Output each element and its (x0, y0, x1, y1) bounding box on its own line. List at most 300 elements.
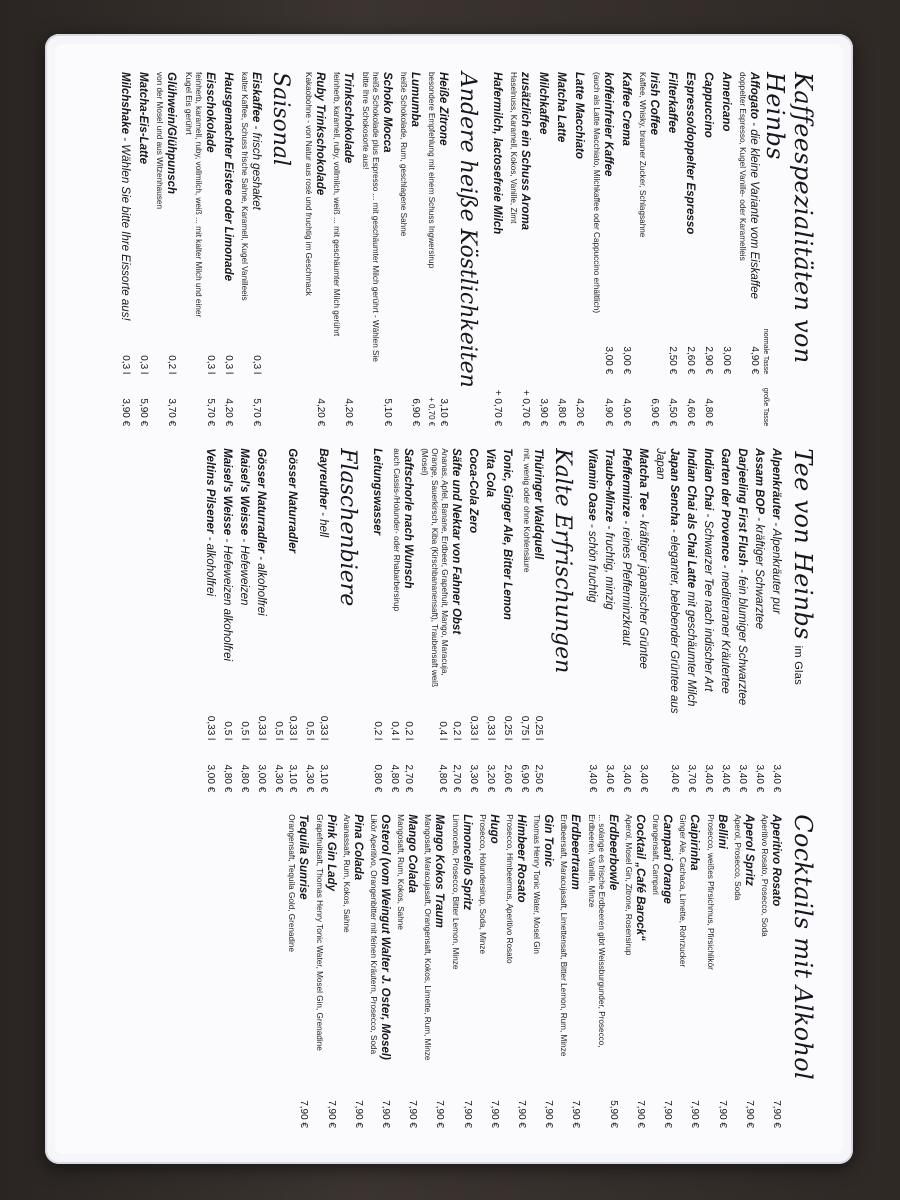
item-price: 6,90 € (409, 398, 421, 427)
item-sizes (387, 706, 415, 740)
item-text (650, 814, 674, 1076)
item-text (735, 448, 749, 740)
item-desc: auch Cassis-/Holunder- oder Rhabarbersirup (392, 448, 402, 612)
price-normal: 3,00 € (602, 346, 614, 375)
item-price: 7,90 € (771, 1100, 782, 1128)
item-name (601, 72, 615, 322)
item-price: 3,40 € (754, 764, 765, 793)
item-prices (203, 740, 217, 792)
item-name-text: Traube-Minze (603, 448, 615, 523)
item-price: 3,40 € (587, 764, 598, 793)
item-text (677, 814, 701, 1076)
item-size: 0,3 l (222, 355, 234, 375)
item-name (585, 448, 599, 740)
item-name-text: Pina Colada (351, 814, 364, 881)
laminated-menu-sheet (45, 34, 853, 1164)
item-price: 5,10 € (381, 398, 393, 427)
list-item (118, 72, 132, 426)
list-item (737, 72, 761, 426)
price-normal: 3,00 € (720, 346, 732, 375)
item-desc: Ginger Ale, Cachaca, Limette, Rohrzucker (678, 814, 688, 968)
item-prices (500, 740, 514, 792)
item-price: 3,10 € (438, 398, 450, 427)
item-price: 3,70 € (166, 398, 178, 427)
item-name-text: Himbeer Rosato (514, 814, 527, 903)
item-name (466, 448, 480, 706)
list-item (449, 814, 473, 1128)
item-text (239, 72, 263, 340)
price-gross: 4,50 € (666, 398, 678, 427)
item-text (704, 814, 728, 1076)
list-item (653, 448, 681, 792)
item-price: 3,90 € (120, 398, 132, 427)
item-text (136, 72, 150, 340)
item-name-text: Irish Coffee (647, 72, 660, 136)
item-desc: Orangensaft, Campari (651, 814, 661, 895)
item-desc: Grapefruitsaft, Thomas Henry Tonic Water, Mosel Gin, Grenadine (314, 814, 324, 1051)
item-text (466, 448, 480, 706)
list-item (531, 814, 555, 1128)
item-name-text: Matcha Latte (555, 72, 568, 143)
item-name (602, 448, 616, 740)
item-sizes (483, 706, 497, 740)
item-name (769, 814, 783, 1076)
item-price: 7,90 € (352, 1100, 364, 1128)
item-text (623, 814, 647, 1076)
list-item (665, 72, 679, 426)
item-price: 3,40 € (737, 764, 748, 793)
list-item (704, 814, 728, 1128)
item-name-text: Leitungswasser (371, 448, 384, 536)
item-name (747, 72, 761, 322)
item-price: 7,90 € (434, 1100, 446, 1128)
price-normal: 2,60 € (684, 346, 696, 375)
item-name (606, 814, 620, 1076)
item-text (637, 72, 661, 322)
item-name (351, 814, 365, 1076)
item-prices (466, 740, 480, 792)
item-text (359, 72, 393, 374)
list-item (220, 448, 234, 792)
item-name-text: Glühwein/Glühpunsch (165, 72, 178, 195)
item-price: 7,90 € (379, 1100, 391, 1128)
list-item (719, 72, 733, 426)
item-size: 0,2 l (403, 721, 415, 741)
item-size: 0,25 l (533, 715, 544, 741)
item-price: 4,80 € (389, 764, 401, 793)
item-text (718, 448, 732, 740)
item-size: 0,33 l (485, 715, 496, 741)
item-name-text: Espresso/doppelter Espresso (683, 72, 696, 235)
list-item (504, 814, 528, 1128)
item-size: 0,3 l (204, 355, 216, 375)
item-text (395, 814, 419, 1076)
item-text (737, 72, 761, 322)
price-normal: 3,00 € (620, 346, 632, 375)
item-text (483, 448, 497, 706)
item-text (732, 814, 756, 1076)
item-desc: Prosecco, weißes Pfirsichmus, Pfirsichlikör (705, 814, 715, 970)
list-item (154, 72, 178, 426)
item-name (687, 814, 701, 1076)
item-price: 7,90 € (543, 1100, 555, 1128)
list-item (221, 72, 235, 426)
item-desc: Ananassaft, Rum, Kokos, Sahne (341, 814, 351, 933)
item-name-text: Filterkaffee (665, 72, 678, 134)
saisonal-list (118, 72, 263, 426)
item-price: 7,90 € (461, 1100, 473, 1128)
item-name-text: Erdbeerbowle (606, 814, 619, 891)
item-name-text: Indian Chai als Chai Latte (685, 448, 697, 589)
item-name (285, 448, 299, 706)
item-text (331, 72, 355, 374)
menu-content (55, 44, 843, 1154)
item-price-col (408, 374, 422, 426)
item-size: 0,33 l (318, 715, 330, 741)
item-name-extra: - schön fruchtig (586, 520, 598, 603)
item-desc: kalter Kaffee, Schuss frische Sahne, Karamell, Kugel Vanilleeis (239, 72, 249, 301)
item-text (752, 448, 766, 740)
item-name (220, 448, 234, 706)
item-prices (220, 740, 234, 792)
item-desc: Aperitivo Rosato, Prosecco, Soda (760, 814, 769, 937)
item-name (683, 72, 697, 322)
item-desc: feinherb, karamell, ruby, vollmilch, weiß ... mit kalter Milch und einer Kugel Eis gerührt (183, 72, 203, 318)
list-item (701, 72, 715, 426)
item-prices (435, 740, 463, 792)
item-text (653, 448, 681, 740)
item-name-text: Maisel's Weisse (238, 448, 251, 536)
item-price-col (313, 374, 327, 426)
list-item (395, 814, 419, 1128)
price-gross: 4,60 € (684, 398, 696, 427)
item-name-text: Pfefferminze (620, 448, 632, 518)
item-name-text: Säfte und Nektar von Fahner Obst (450, 448, 462, 635)
item-name (436, 72, 450, 374)
item-name-text: Lumumba (408, 72, 421, 127)
menu-column-1 (73, 72, 817, 426)
item-name-text: Schoko Mocca (380, 72, 393, 153)
item-prices (483, 740, 497, 792)
menu-column-2 (73, 448, 817, 792)
item-text (504, 814, 528, 1076)
list-item (313, 814, 337, 1128)
list-item (732, 814, 756, 1128)
item-name-text: Mango Colada (406, 814, 419, 893)
list-item (508, 72, 532, 426)
tee-subtitle: im Glas (792, 645, 804, 686)
item-name-extra: - eleganter, belebender Grüntee aus Japan (654, 448, 680, 714)
item-name-text: Cocktail „Café Barock“ (633, 814, 646, 941)
item-text (341, 814, 365, 1076)
list-item (718, 448, 732, 792)
item-sizes (466, 706, 480, 740)
item-text (769, 448, 783, 740)
item-size: 0,2 l (451, 721, 462, 741)
item-price: 4,20 € (315, 398, 327, 427)
list-item (483, 448, 497, 792)
item-name-text: Trinkschokolade (342, 72, 355, 164)
list-item (554, 72, 568, 426)
list-item (558, 814, 582, 1128)
item-price: 3,40 € (604, 764, 615, 793)
item-prices (370, 740, 384, 792)
kaffee-list (490, 72, 761, 426)
price-gross: 3,90 € (538, 398, 550, 427)
item-price: 4,30 € (273, 764, 285, 793)
col-header-gross: große Tasse (762, 387, 769, 427)
list-item (286, 814, 310, 1128)
item-name (653, 448, 681, 740)
item-desc: Prosecco, Himbeermus, Aperitivo Rosato (504, 814, 514, 964)
item-price: 3,10 € (318, 764, 330, 793)
item-name (449, 448, 463, 706)
item-price: 7,90 € (743, 1100, 755, 1128)
item-name (665, 72, 679, 322)
item-name (221, 72, 235, 340)
item-name-text: Gösser Naturradler (286, 448, 299, 554)
item-text (701, 448, 715, 740)
item-name (313, 72, 327, 374)
item-desc: heiße Schokolade plus Espresso ... mit geschäumter Milch gerührt - Wählen Sie bitte Ihre Schokosorte aus! (360, 72, 380, 362)
item-desc: Aperol, Mosel Gin, Zitrone, Rosensirup (623, 814, 633, 956)
item-text (590, 72, 614, 322)
item-desc: Limoncello, Prosecco, Bitter Lemon, Minze (450, 814, 460, 970)
item-text (719, 72, 733, 322)
item-name-text: Saftschorle nach Wunsch (402, 448, 415, 589)
item-text (500, 448, 514, 706)
item-price: 2,70 € (451, 764, 462, 793)
item-text (313, 814, 337, 1076)
item-name (324, 814, 338, 1076)
item-name-extra: - Hefeweizen alkoholfrei (221, 535, 234, 662)
item-desc: ... solange es frische Erdbeeren gibt Weissburgunder, Prosecco, Erdbeeren, Vanille, Minze (586, 814, 606, 1048)
item-price: 2,70 € (403, 764, 415, 793)
item-name-text: Campari Orange (661, 814, 674, 904)
price-gross: + 0,70 € (492, 389, 504, 427)
item-desc: besondere Empfehlung mit einem Schuss Ingwersirup (427, 72, 437, 269)
item-name-text: Veltins Pilsener (204, 448, 217, 534)
list-item (650, 814, 674, 1128)
item-desc: Kaffee, Whisky, brauner Zucker, Schlagsahne (637, 72, 647, 238)
item-name (619, 448, 633, 740)
item-name-text: Hugo (487, 814, 500, 844)
bier-list (203, 448, 330, 792)
item-name-extra: - alkoholfrei (255, 553, 268, 616)
list-item (683, 72, 697, 426)
item-name-text: zusätzlich ein Schuss Aroma (519, 72, 532, 231)
item-size: 0,5 l (222, 721, 234, 741)
item-name-text: Milchshake (119, 72, 132, 134)
item-text (398, 72, 422, 374)
item-name-text: Americano (719, 72, 732, 132)
item-text (285, 448, 299, 706)
item-name (378, 814, 392, 1076)
list-item (517, 448, 545, 792)
heiss-list (303, 72, 450, 426)
list-item (759, 814, 783, 1128)
item-name (718, 448, 732, 740)
item-name-text: Latte Macchiato (573, 72, 586, 159)
list-item (619, 448, 633, 792)
item-size: 0,4 l (389, 721, 401, 741)
item-price: 3,40 € (638, 764, 649, 793)
item-name-text: Affogato (748, 72, 760, 120)
list-item (636, 448, 650, 792)
item-price-col (380, 374, 394, 426)
item-name-extra: - frisch geshaket (249, 122, 262, 210)
item-name-extra: - alkoholfrei (204, 533, 217, 597)
list-item (398, 72, 422, 426)
item-desc: Aperol, Prosecco, Soda (732, 814, 742, 901)
section-title-tee (789, 448, 817, 792)
item-price: 7,90 € (488, 1100, 500, 1128)
item-name-text: Cappuccino (701, 72, 714, 138)
price-gross: 6,90 € (648, 398, 660, 427)
item-text (203, 448, 217, 706)
item-desc: (auch als Latte Macchiato, Milchkaffee oder Cappuccino erhältlich) (591, 72, 601, 314)
item-name-text: Maisel's Weisse (221, 448, 234, 536)
item-price: 2,60 € (502, 764, 513, 793)
item-name (203, 72, 217, 340)
item-name-text: Matcha Tee (637, 448, 649, 511)
item-name-text: Tequila Sunrise (297, 814, 310, 900)
item-name-text: Alpenkräuter (770, 448, 782, 520)
item-desc: Prosecco, Holundersirup, Soda, Minze (477, 814, 487, 954)
item-size: 0,33 l (287, 715, 299, 741)
item-desc: feinherb, karamell, ruby, vollmilch, weiß ... mit geschäumter Milch gerührt (332, 72, 342, 337)
item-name-extra: mit geschäumter Milch (685, 588, 697, 707)
item-name-extra: - reines Pfefferminzkraut (620, 517, 632, 646)
item-name (715, 814, 729, 1076)
list-item (585, 814, 619, 1128)
item-name (572, 72, 586, 322)
item-price: 3,40 € (703, 764, 714, 793)
item-desc: Mangosaft, Rum, Kokos, Sahne (396, 814, 406, 930)
item-text (490, 72, 504, 322)
item-desc: mit, wenig oder ohne Kohlensäure (522, 448, 531, 573)
list-item (239, 72, 263, 426)
item-text (303, 72, 327, 374)
list-item (237, 448, 251, 792)
item-price: 4,80 € (239, 764, 251, 793)
item-name-extra: - fruchtig, minzig (603, 522, 615, 610)
item-sizes (500, 706, 514, 740)
item-name (568, 814, 582, 1076)
item-name-text: Ruby Trinkschokolade (314, 72, 327, 196)
list-item (769, 448, 783, 792)
item-name (701, 448, 715, 740)
item-name-text: Limoncello Spritz (460, 814, 473, 911)
item-name (237, 448, 251, 706)
list-item (341, 814, 365, 1128)
item-name-text: koffeinfreier Kaffee (601, 72, 614, 177)
item-desc: Orangensaft, Tequila Gold, Grenadine (287, 814, 297, 953)
list-item (619, 72, 633, 426)
item-text (368, 814, 392, 1076)
price-normal: 4,90 € (749, 346, 760, 375)
item-name-text: Garten der Provence (719, 448, 731, 562)
item-name-extra: - Schwarzer Tee nach indischer Art (702, 510, 714, 692)
item-name (514, 814, 528, 1076)
item-desc: Haselnuss, Karamell, Kokos, Vanille, Zimt (509, 72, 519, 224)
item-name-text: Erdbeertraum (569, 814, 582, 890)
price-normal: 2,90 € (702, 346, 714, 375)
item-text (237, 448, 251, 706)
price-gross: 4,90 € (602, 398, 614, 427)
item-name-text: Eiskaffee (249, 72, 262, 123)
item-price: 4,20 € (343, 398, 355, 427)
item-name-text: Kaffee Crema (619, 72, 632, 146)
item-text (254, 448, 268, 706)
item-name-text: Thüringer Waldquell (532, 448, 544, 560)
item-name (735, 448, 749, 740)
item-name (500, 448, 514, 706)
list-item (368, 814, 392, 1128)
item-price: 7,90 € (662, 1100, 674, 1128)
list-item (136, 72, 150, 426)
item-name (254, 448, 268, 706)
item-price: 7,90 € (515, 1100, 527, 1128)
item-name (531, 448, 545, 706)
price-gross: 4,80 € (556, 398, 568, 427)
item-price: 7,90 € (570, 1100, 582, 1128)
list-item (359, 72, 393, 426)
item-name (742, 814, 756, 1076)
item-price: 0,80 € (372, 764, 384, 793)
item-prices (302, 740, 330, 792)
section-title-saisonal: Saisonal (267, 72, 293, 167)
item-name-extra: - kräftiger Schwarztee (753, 514, 765, 630)
item-price: 3,40 € (720, 764, 731, 793)
item-name-text: Vitamin Oase (586, 448, 598, 521)
item-sizes (435, 706, 463, 740)
item-name-text: Mango Kokos Traum (433, 814, 446, 928)
item-name-text: Darjeeling First Flush (736, 448, 748, 566)
item-size: 0,33 l (256, 715, 268, 741)
list-item (684, 448, 698, 792)
item-price: 5,90 € (607, 1100, 619, 1128)
item-name-extra: - Hefeweizen (238, 535, 251, 606)
item-desc: Kakaobohne - von Natur aus rosé und fruchtig im Geschmack (304, 72, 314, 296)
item-price: 4,20 € (222, 398, 234, 427)
item-name-extra: - die kleine Variante vom Eiskaffee (748, 119, 760, 299)
list-item (387, 448, 415, 792)
item-price: 3,20 € (485, 764, 496, 793)
item-name (490, 72, 504, 322)
item-name (136, 72, 150, 340)
item-price: 3,00 € (256, 764, 268, 793)
item-desc: von der Mosel und aus Witzenhausen (155, 72, 165, 209)
item-name (316, 448, 330, 706)
item-price: 3,40 € (771, 764, 782, 793)
item-name (405, 814, 419, 1076)
item-price-col (341, 374, 355, 426)
item-price: 7,90 € (634, 1100, 646, 1128)
item-price: 3,10 € (287, 764, 299, 793)
item-name-text: Milchkaffee (537, 72, 550, 135)
item-price: 4,80 € (222, 764, 234, 793)
item-text (701, 72, 715, 322)
item-desc: Erdbeersaft, Maracujasaft, Limettensaft, Bitter Lemon, Rum, Minze (559, 814, 569, 1057)
item-price: 3,00 € (205, 764, 217, 793)
section-title-kaffee: Kaffeespezialitäten von Heinbs (761, 72, 817, 364)
item-name-text: Coca-Cola Zero (467, 448, 479, 534)
section-title-heiss: Andere heiße Köstlichkeiten (455, 72, 481, 388)
item-text (665, 72, 679, 322)
item-size: 0,2 l (372, 721, 384, 741)
tee-title-text: Tee von Heinbs (789, 448, 817, 640)
